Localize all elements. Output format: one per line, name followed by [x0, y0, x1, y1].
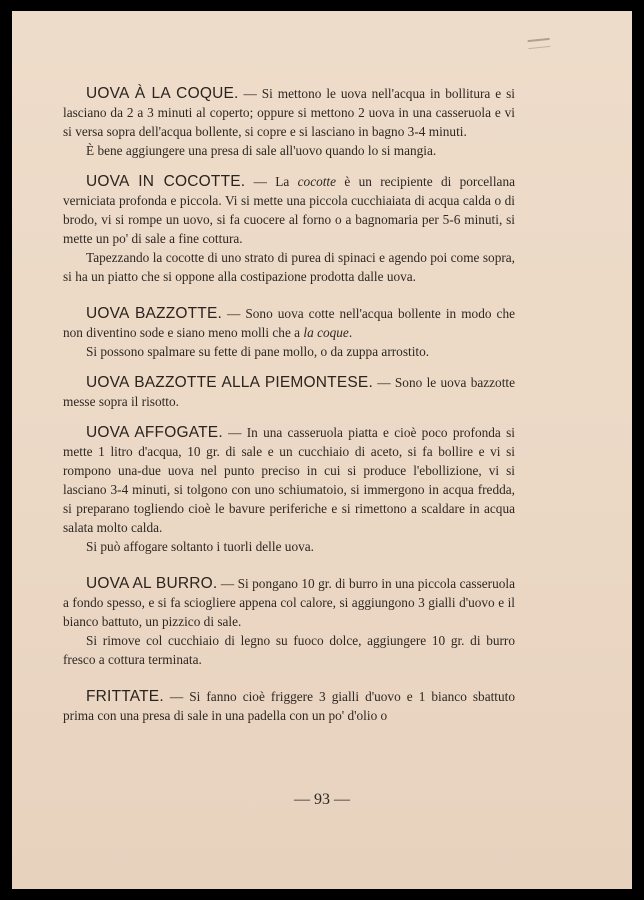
section-note: Si possono spalmare su fette di pane mollo, o da zuppa arrostito. [86, 344, 430, 359]
section-title: FRITTATE. [86, 688, 164, 705]
section-uova-bazzotte-piemontese [63, 373, 515, 411]
section-body: — Sono uova cotte nell'acqua bollente in modo che non diventino sode e siano meno molli che a [63, 306, 515, 340]
section-body: — Si pongano 10 gr. di burro in una piccola casseruola a fondo spesso, e si fa sciogliere appena col calore, si aggiungono 3 gialli d'uovo e il bianco battuto, un pizzico di sale. [63, 576, 515, 629]
ink-smudge-mark [528, 38, 551, 49]
section-title: UOVA BAZZOTTE ALLA PIEMONTESE. [86, 374, 373, 391]
section-title: UOVA AFFOGATE. [86, 424, 223, 441]
page-number: — 93 — [294, 791, 350, 808]
section-title: UOVA BAZZOTTE. [86, 305, 222, 322]
section-body: — La [245, 174, 298, 189]
section-body: — Sono le uova bazzotte messe sopra il risotto. [63, 375, 515, 409]
section-uova-bazzotte [63, 304, 515, 342]
section-uova-a-la-coque [63, 84, 515, 141]
section-title: UOVA À LA COQUE. [86, 85, 239, 102]
section-note: Si può affogare soltanto i tuorli delle uova. [86, 539, 314, 554]
section-note: È bene aggiungere una presa di sale all'uovo quando lo si mangia. [86, 143, 437, 158]
section-uova-al-burro [63, 574, 515, 631]
section-note: Tapezzando la cocotte di uno strato di purea di spinaci e agendo poi come sopra, si ha un piatto che si oppone alla costipazione prodotta dalle uova. [63, 250, 515, 284]
section-uova-in-cocotte [63, 172, 515, 248]
section-body-cont: è un recipiente di porcellana verniciata profonda e piccola. Vi si mette una piccola cucchiaiata di acqua calda o di brodo, vi si rompe un uovo, si fa cuocere al forno o a bagnomaria per 5-6 minuti, si mette un po' di sale a fine cottura. [63, 174, 516, 246]
section-title: UOVA AL BURRO. [86, 575, 218, 592]
section-body: — Si mettono le uova nell'acqua in bollitura e si lasciano da 2 a 3 minuti al coperto; oppure si mettono 2 uova in una casseruola e vi si versa sopra dell'acqua bollente, si copre e si lasciano in bagno 3-4 minuti. [63, 86, 515, 139]
section-frittate [63, 687, 515, 725]
section-body-cont: . [348, 325, 353, 340]
italic-term: cocotte [297, 174, 337, 189]
section-body: — In una casseruola piatta e cioè poco profonda si mette 1 litro d'acqua, 10 gr. di sale e un cucchiaio di aceto, si fa bollire e vi si rompono una-due uova nel punto preciso in cui si produce l'ebollizione, vi si lasciano 3-4 minuti, si tolgono con uno schiumatoio, si immergono in acqua fredda, si preparano togliendo cioè le bavure periferiche e si rimettono a scaldare in acqua salata molto calda. [63, 425, 515, 535]
section-body: — Si fanno cioè friggere 3 gialli d'uovo e 1 bianco sbattuto prima con una presa di sale in una padella con un po' d'olio o [63, 689, 515, 723]
section-title: UOVA IN COCOTTE. [86, 173, 246, 190]
section-uova-affogate [63, 423, 515, 537]
italic-term: la coque [303, 325, 349, 340]
section-note: Si rimove col cucchiaio di legno su fuoco dolce, aggiungere 10 gr. di burro fresco a cottura terminata. [63, 633, 515, 667]
book-page [12, 11, 632, 889]
page-text [63, 84, 515, 725]
